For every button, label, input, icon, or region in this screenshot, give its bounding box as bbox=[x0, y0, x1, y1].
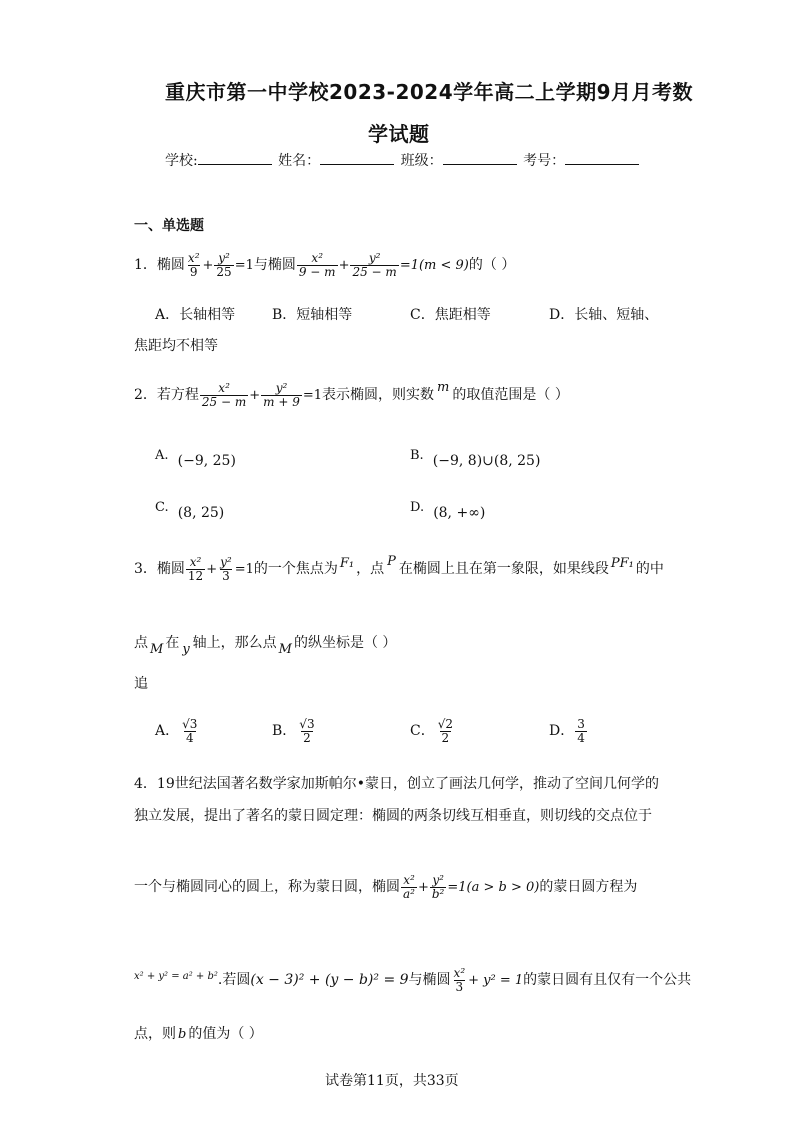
q3-frac2: $\frac{\text{y²}}{3}$ bbox=[220, 555, 232, 583]
school-label: 学校: bbox=[165, 153, 198, 169]
q3-text-a: 椭圆 bbox=[156, 561, 185, 578]
q1-eq1-rhs: =1 bbox=[234, 257, 254, 273]
q3-f1: F₁ bbox=[339, 555, 355, 571]
doc-title-line1: 重庆市第一中学校2023-2024学年高二上学期9月月考数 bbox=[165, 80, 694, 104]
q3-stem-line2: 点 M 在 y 轴上，那么点 M 的纵坐标是（ ） bbox=[134, 635, 397, 657]
q2-frac2: $\frac{\text{y²}}{m + 9}$ bbox=[263, 381, 300, 409]
name-blank bbox=[320, 152, 394, 165]
number-blank bbox=[565, 152, 639, 165]
q2-text-b: 表示椭圆，则实数 bbox=[322, 387, 435, 404]
q2-option-b[interactable]: $^{B.}$ (−9, 8)∪(8, 25) bbox=[410, 448, 541, 469]
q1-option-c[interactable]: C．焦距相等 bbox=[410, 307, 491, 323]
q2-stem: 2． 若方程 x² 25 − m + $\frac{\text{y²}}{m + 9}$ =1 表示椭圆，则实数 m 的取值范围是（ ） bbox=[134, 379, 569, 409]
q4-circle-eq: (x − 3)² + (y − b)² = 9 bbox=[250, 972, 409, 989]
q3-extra-text: 追 bbox=[134, 676, 148, 692]
q3-text-e: 的中 bbox=[635, 561, 664, 578]
q2-text-c: 的取值范围是（ ） bbox=[452, 387, 569, 404]
student-info-line bbox=[165, 152, 641, 168]
q4-b: b bbox=[178, 1027, 187, 1042]
number-label: 考号： bbox=[523, 153, 566, 169]
q4-frac1: x² a² bbox=[403, 873, 415, 901]
class-blank bbox=[443, 152, 517, 165]
page-footer: 试卷第11页，共33页 bbox=[325, 1073, 459, 1089]
section-heading: 一、单选题 bbox=[134, 218, 204, 234]
q1-text-c: 的（ ） bbox=[468, 257, 516, 274]
q2-rhs: =1 bbox=[302, 387, 323, 403]
q3-m2: M bbox=[278, 641, 292, 657]
q1-stem: 1． 椭圆 x² 9 + $\frac{\text{y²}}{25}$ =1 与椭圆 x² 9 − m + $\frac{\text{y²}}{25 - m}$ =1(m < 9) 的（ ） bbox=[134, 251, 516, 279]
q3-option-a[interactable]: A． √3 4 bbox=[155, 717, 198, 745]
doc-title-line2: 学试题 bbox=[368, 122, 430, 146]
q1-text-b: 与椭圆 bbox=[253, 257, 296, 274]
q3-option-d[interactable]: D． 3 4 bbox=[549, 717, 585, 745]
q3-stem-line1: 3． 椭圆 x² 12 + $\frac{\text{y²}}{3}$ =1 的一个焦点为 F₁ ，点 P 在椭圆上且在第一象限，如果线段 PF₁ 的中 bbox=[134, 553, 664, 583]
q4-frac2: $\frac{\text{y²}}{\text{b²}}$ bbox=[431, 873, 445, 901]
q2-var-m: m bbox=[437, 379, 450, 395]
q4-line1: 4．19世纪法国著名数学家加斯帕尔•蒙日，创立了画法几何学，推动了空间几何学的 bbox=[134, 776, 659, 792]
q1-eq1-frac2: $\frac{\text{y²}}{25}$ bbox=[216, 251, 232, 279]
q1-option-b[interactable]: B．短轴相等 bbox=[272, 307, 353, 323]
q4-frac3: x² 3 bbox=[453, 966, 466, 994]
q3-text-d: 在椭圆上且在第一象限，如果线段 bbox=[398, 561, 609, 578]
q3-option-b[interactable]: B． √3 2 bbox=[272, 717, 315, 745]
q4-eq-rhs: =1(a > b > 0) bbox=[447, 879, 540, 895]
q4-line4: x² + y² = a² + b² .若圆 (x − 3)² + (y − b)² = 9 与椭圆 x² 3 + y² = 1 的蒙日圆有且仅有一个公共 bbox=[134, 966, 692, 994]
q1-option-d[interactable]: D．长轴、短轴、 bbox=[549, 307, 659, 323]
name-label: 姓名： bbox=[278, 153, 321, 169]
q1-eq2-rhs: =1(m < 9) bbox=[399, 257, 469, 273]
q1-eq1-frac1: x² 9 bbox=[187, 251, 200, 279]
q2-option-d[interactable]: $^{D.}$ (8, +∞) bbox=[410, 500, 486, 521]
q3-p: P bbox=[387, 553, 396, 569]
q3-pf1: PF₁ bbox=[610, 555, 634, 571]
q1-option-a[interactable]: A．长轴相等 bbox=[155, 307, 236, 323]
q4-line5: 点，则 b 的值为（ ） bbox=[134, 1026, 263, 1042]
q2-option-a[interactable]: $^{A.}$ (−9, 25) bbox=[155, 448, 236, 469]
q3-frac1: x² 12 bbox=[187, 555, 204, 583]
q3-option-c[interactable]: C． √2 2 bbox=[410, 717, 453, 745]
q4-line2: 独立发展，提出了著名的蒙日圆定理：椭圆的两条切线互相垂直，则切线的交点位于 bbox=[134, 808, 652, 824]
school-blank bbox=[198, 152, 272, 165]
q2-option-c[interactable]: $^{C.}$ (8, 25) bbox=[155, 500, 225, 521]
q4-line3: 一个与椭圆同心的圆上，称为蒙日圆，椭圆 x² a² + $\frac{\text{y²}}{\text{b²}}$ =1(a > b > 0) 的蒙日圆方程为 bbox=[134, 873, 638, 901]
q3-text-c: ，点 bbox=[356, 561, 385, 578]
q1-option-d-cont: 焦距均不相等 bbox=[134, 338, 218, 354]
q1-text-a: 椭圆 bbox=[156, 257, 185, 274]
q2-frac1: x² 25 − m bbox=[201, 381, 247, 409]
class-label: 班级： bbox=[400, 153, 443, 169]
q3-y: y bbox=[182, 641, 190, 657]
q2-text-a: 若方程 bbox=[156, 387, 199, 404]
q4-mongue-eq: x² + y² = a² + b² bbox=[134, 971, 218, 983]
q1-eq2-frac2: $\frac{\text{y²}}{25 - m}$ bbox=[352, 251, 397, 279]
q2-number: 2． bbox=[134, 387, 157, 404]
q3-rhs: =1 bbox=[234, 561, 254, 577]
q1-eq2-frac1: x² 9 − m bbox=[298, 251, 336, 279]
q1-number: 1． bbox=[134, 257, 157, 274]
q3-text-b: 的一个焦点为 bbox=[253, 561, 338, 578]
q3-number: 3． bbox=[134, 561, 157, 578]
q3-m1: M bbox=[150, 641, 164, 657]
